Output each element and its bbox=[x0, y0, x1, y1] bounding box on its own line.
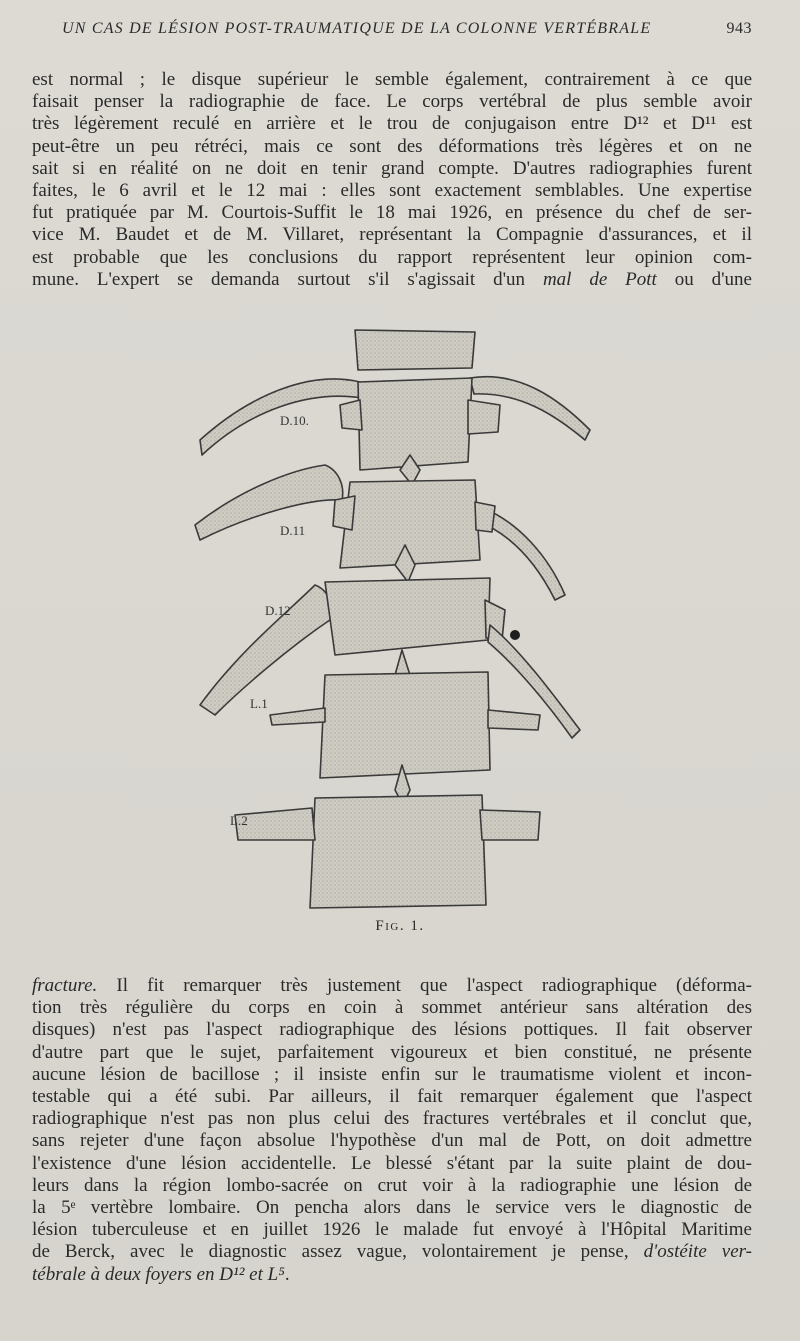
italic-term-osteite: d'ostéite ver- bbox=[643, 1241, 752, 1263]
italic-term-mal-de-pott: mal de Pott bbox=[542, 268, 657, 290]
text-segment: de Berck, avec le diagnostic assez vague, volontairement je pense, bbox=[32, 1241, 644, 1263]
process-left-d10 bbox=[340, 400, 362, 430]
running-title: UN CAS DE LÉSION POST-TRAUMATIQUE DE LA COLONNE VERTÉBRALE bbox=[62, 20, 652, 37]
text-line-final bbox=[32, 269, 752, 291]
text-line: l'existence d'une lésion accidentelle. Le blessé s'étant par la suite plaint de dou- bbox=[32, 1152, 752, 1174]
text-line: fut pratiquée par M. Courtois-Suffit le 18 mai 1926, en présence du chef de ser- bbox=[32, 202, 752, 224]
text-segment: . bbox=[284, 1263, 290, 1285]
text-line: aucune lésion de bacillose ; il insiste enfin sur le traumatisme violent et incon- bbox=[32, 1063, 752, 1085]
text-line: peut-être un peu rétréci, mais ce sont des déformations très légères et on ne bbox=[32, 135, 752, 157]
rib-left-d11 bbox=[195, 465, 343, 540]
label-d10: D.10. bbox=[280, 413, 309, 428]
vertebra-l2 bbox=[310, 795, 486, 908]
text-line: sait si en réalité on ne doit en tenir grand compte. D'autres radiographies furent bbox=[32, 157, 752, 179]
text-line: testable qui a été subi. Par ailleurs, il fait remarquer également que l'aspect bbox=[32, 1086, 752, 1108]
text-line: faisait penser la radiographie de face. Le corps vertébral de plus semble avoir bbox=[32, 91, 752, 113]
text-line: disques) n'est pas l'aspect radiographique des lésions pottiques. Il fait observer bbox=[32, 1019, 752, 1041]
vertebra-d12 bbox=[325, 578, 490, 655]
vertebra-l1 bbox=[320, 672, 490, 778]
vertebral-column-drawing bbox=[190, 320, 610, 910]
paragraph-bottom bbox=[32, 975, 752, 1286]
text-line: la 5ᵉ vertèbre lombaire. On pencha alors dans le service vers le diagnostic de bbox=[32, 1197, 752, 1219]
text-line: radiographique n'est pas non plus celui des fractures vertébrales et il conclut que, bbox=[32, 1108, 752, 1130]
process-left-d11 bbox=[333, 496, 355, 530]
text-line: leurs dans la région lombo-sacrée on crut voir à la radiographie une lésion de bbox=[32, 1174, 752, 1196]
text-line: vice M. Baudet et de M. Villaret, représentant la Compagnie d'assurances, et il bbox=[32, 224, 752, 246]
vertebra-d10 bbox=[358, 378, 472, 470]
label-d12: D.12 bbox=[265, 603, 291, 618]
text-line bbox=[32, 1241, 752, 1263]
text-line: très légèrement reculé en arrière et le trou de conjugaison entre D¹² et D¹¹ est bbox=[32, 113, 752, 135]
transverse-right-l2 bbox=[480, 810, 540, 840]
text-line: faites, le 6 avril et le 12 mai : elles sont exactement semblables. Une expertise bbox=[32, 180, 752, 202]
vertebra-d9 bbox=[355, 330, 475, 370]
opacity-spot bbox=[510, 630, 520, 640]
running-header bbox=[62, 20, 752, 38]
text-line bbox=[32, 975, 752, 997]
text-segment: ou d'une bbox=[656, 268, 752, 290]
label-d11: D.11 bbox=[280, 523, 306, 538]
italic-term-foyers: tébrale à deux foyers en D¹² et L⁵ bbox=[32, 1263, 285, 1285]
text-segment: mune. L'expert se demanda surtout s'il s'agissait d'un bbox=[32, 268, 543, 290]
text-line: d'autre part que le sujet, parfaitement vigoureux et bien constitué, ne présente bbox=[32, 1041, 752, 1063]
process-right-d10 bbox=[468, 400, 500, 434]
transverse-right-l1 bbox=[488, 710, 540, 730]
label-l2: L.2 bbox=[230, 813, 248, 828]
label-l1: L.1 bbox=[250, 696, 268, 711]
text-segment: Il fit remarquer très justement que l'aspect radiographique (déforma- bbox=[97, 975, 752, 996]
text-line-final bbox=[32, 1264, 752, 1286]
text-line: tion très régulière du corps en coin à sommet antérieur sans altération des bbox=[32, 997, 752, 1019]
italic-word-fracture: fracture. bbox=[32, 975, 98, 996]
figure-caption: Fig. 1. bbox=[375, 918, 425, 934]
process-right-d11 bbox=[475, 502, 495, 532]
text-line: lésion tuberculeuse et en juillet 1926 le malade fut envoyé à l'Hôpital Maritime bbox=[32, 1219, 752, 1241]
text-line: sans rejeter d'une façon absolue l'hypothèse d'un mal de Pott, on doit admettre bbox=[32, 1130, 752, 1152]
text-line: est probable que les conclusions du rapport représentent leur opinion com- bbox=[32, 246, 752, 268]
page-number: 943 bbox=[726, 20, 752, 37]
transverse-left-l1 bbox=[270, 708, 325, 725]
spine-figure bbox=[190, 320, 610, 910]
paragraph-top bbox=[32, 69, 752, 291]
text-line: est normal ; le disque supérieur le semble également, contrairement à ce que bbox=[32, 69, 752, 90]
